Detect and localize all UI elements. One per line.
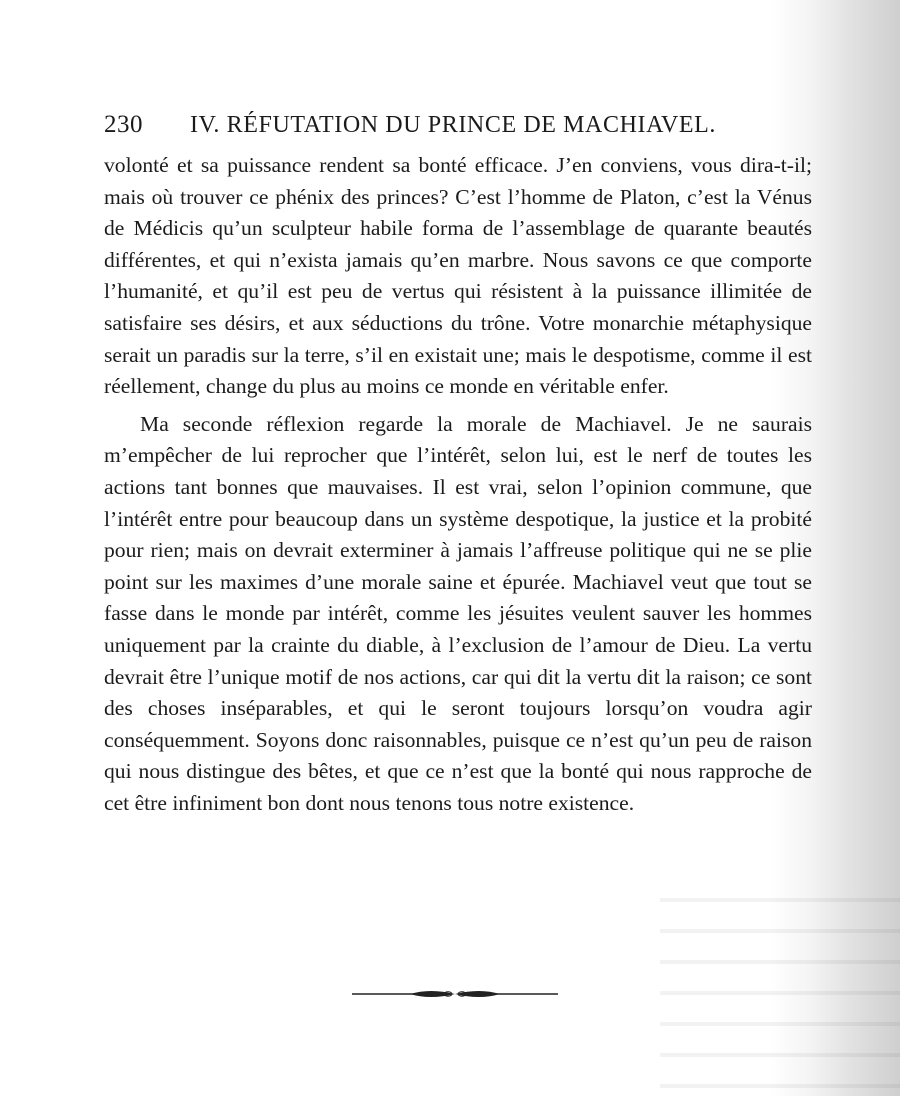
- paragraph-1: volonté et sa puissance rendent sa bonté efficace. J’en conviens, vous dira-t-il; mais où trouver ce phénix des princes? C’est l’homme de Platon, c’est la Vénus de Médicis qu’un sculpteur habile forma de l’assemblage de quarante beautés différentes, et qui n’exista jamais qu’en marbre. Nous savons ce que comporte l’humanité, et qu’il est peu de vertus qui résistent à la puissance illimitée de satisfaire ses désirs, et aux séductions du trône. Votre monarchie métaphysique serait un paradis sur la terre, s’il en existait une; mais le despotisme, comme il est réellement, change du plus au moins ce monde en véritable enfer.: [104, 153, 812, 399]
- page-number: 230: [104, 111, 143, 138]
- running-title: IV. RÉFUTATION DU PRINCE DE MACHIAVEL.: [190, 112, 717, 138]
- body-text: [104, 150, 812, 825]
- bleed-through-shadow: [660, 880, 900, 1096]
- paragraph-2: Ma seconde réflexion regarde la morale de Machiavel. Je ne saurais m’empêcher de lui reprocher que l’intérêt, selon lui, est le nerf de toutes les actions tant bonnes que mauvaises. Il est vrai, selon l’opinion commune, que l’intérêt entre pour beaucoup dans un système despotique, la justice et la probité pour rien; mais on devrait exterminer à jamais l’affreuse politique qui ne se plie point sur les maximes d’une morale saine et épurée. Machiavel veut que tout se fasse dans le monde par intérêt, comme les jésuites veulent sauver les hommes uniquement par la crainte du diable, à l’exclusion de l’amour de Dieu. La vertu devrait être l’unique motif de nos actions, car qui dit la vertu dit la raison; ce sont des choses inséparables, et qui le seront toujours lorsqu’on voudra agir conséquemment. Soyons donc raisonnables, puisque ce n’est qu’un peu de raison qui nous distingue des bêtes, et que ce n’est que la bonté qui nous rapproche de cet être infiniment bon dont nous tenons tous notre existence.: [104, 411, 812, 815]
- running-header: [104, 108, 814, 142]
- end-ornament-icon: [350, 984, 560, 1004]
